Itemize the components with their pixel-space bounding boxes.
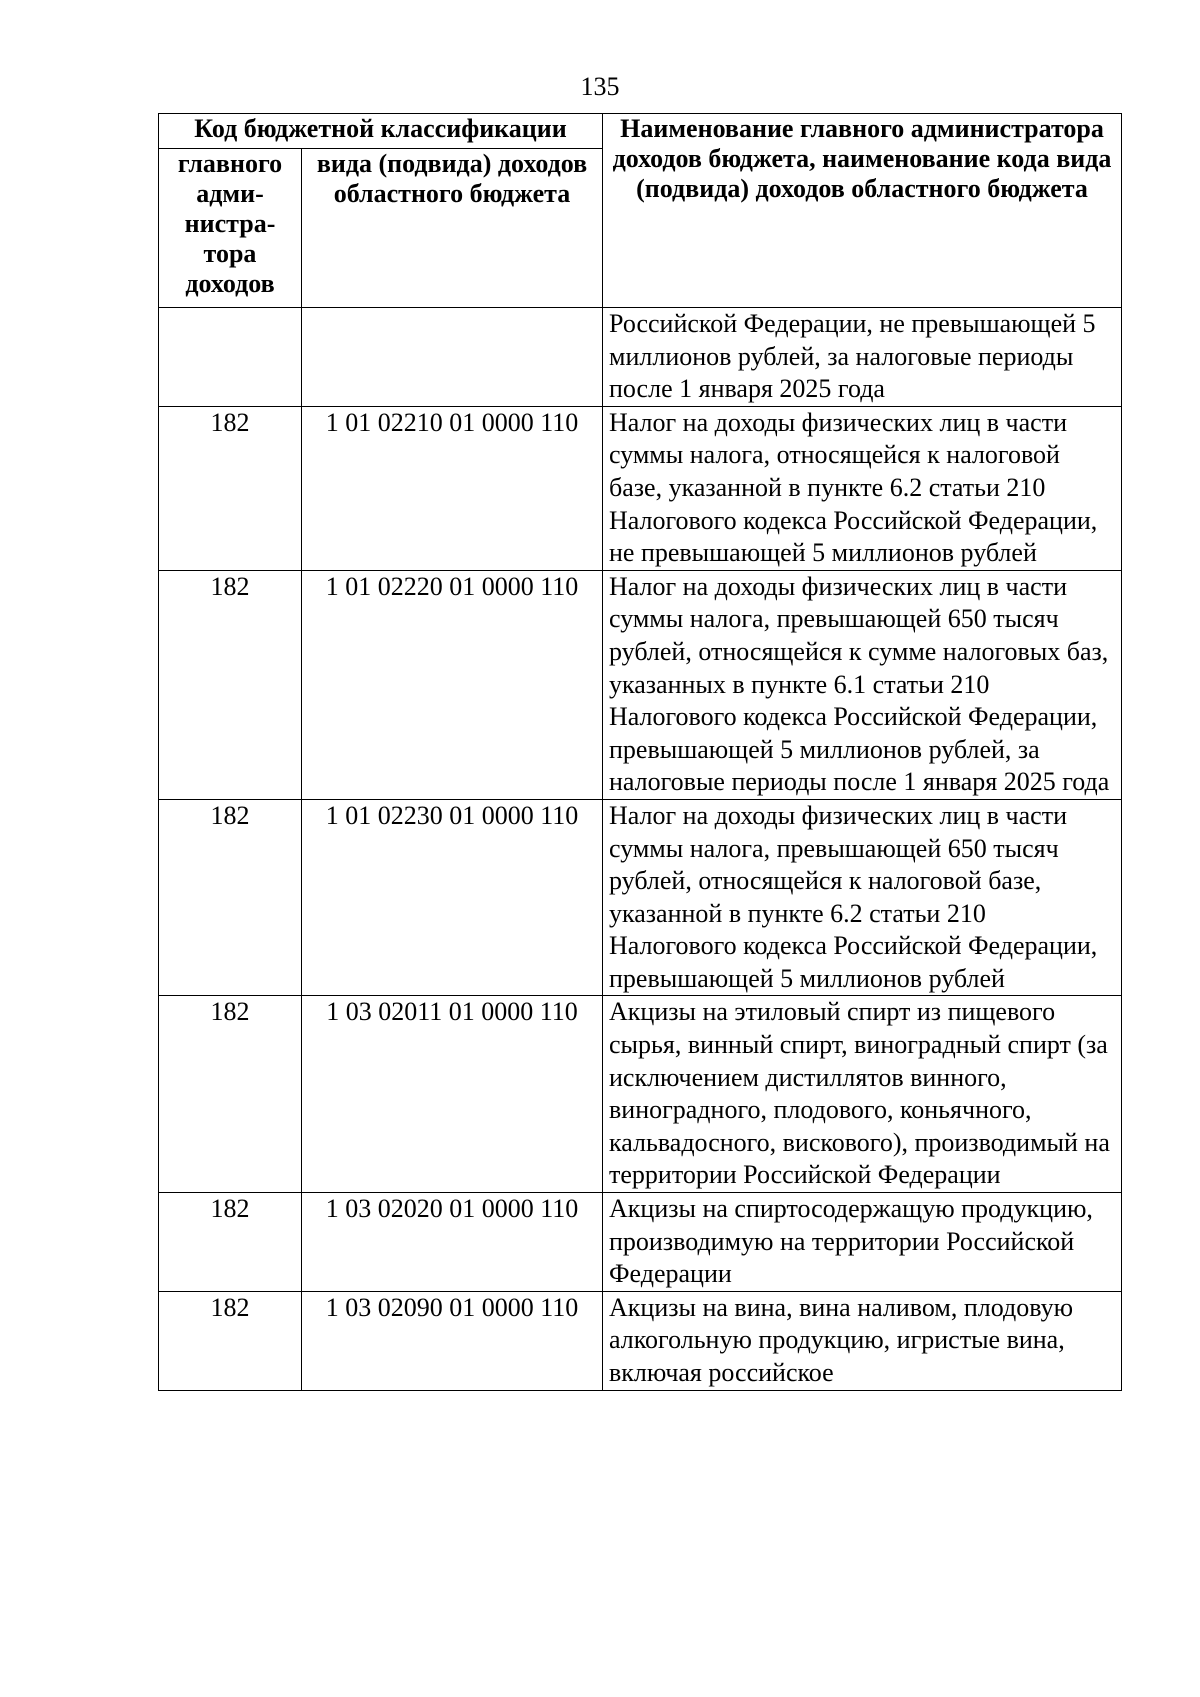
table-row xyxy=(159,1291,1122,1390)
header-name-column-label: Наименование главного администратора доходов бюджета, наименование кода вида (подвида) доходов областного бюджета xyxy=(612,114,1112,203)
income-code-cell: 1 01 02230 01 0000 110 xyxy=(302,799,603,996)
table-row xyxy=(159,799,1122,996)
header-admin-column xyxy=(159,149,302,308)
page-number: 135 xyxy=(580,72,620,101)
admin-code-cell: 182 xyxy=(159,1193,302,1292)
admin-code-cell: 182 xyxy=(159,406,302,570)
table-row xyxy=(159,1193,1122,1292)
income-name-cell: Налог на доходы физических лиц в части суммы налога, относящейся к налоговой базе, указанной в пункте 6.2 статьи 210 Налогового кодекса Российской Федерации, не превышающей 5 миллионов рублей xyxy=(603,406,1122,570)
income-name-cell: Налог на доходы физических лиц в части суммы налога, превышающей 650 тысяч рублей, относящейся к налоговой базе, указанной в пункте 6.2 статьи 210 Налогового кодекса Российской Федерации, превышающей 5 миллионов рублей xyxy=(603,799,1122,996)
income-name-cell: Российской Федерации, не превышающей 5 миллионов рублей, за налоговые периоды после 1 января 2025 года xyxy=(603,308,1122,407)
admin-code-cell: 182 xyxy=(159,570,302,799)
table-row xyxy=(159,406,1122,570)
table-row xyxy=(159,308,1122,407)
header-code-column xyxy=(302,149,603,308)
income-name-cell: Налог на доходы физических лиц в части суммы налога, превышающей 650 тысяч рублей, относящейся к сумме налоговых баз, указанных в пункте 6.1 статьи 210 Налогового кодекса Российской Федерации, превышающей 5 миллионов рублей, за налоговые периоды после 1 января 2025 года xyxy=(603,570,1122,799)
header-budget-classification-code: Код бюджетной классификации xyxy=(159,114,603,149)
header-code-column-label: вида (подвида) доходов областного бюджета xyxy=(316,149,588,208)
income-code-cell: 1 01 02220 01 0000 110 xyxy=(302,570,603,799)
income-code-cell xyxy=(302,308,603,407)
income-code-cell: 1 01 02210 01 0000 110 xyxy=(302,406,603,570)
income-code-cell: 1 03 02020 01 0000 110 xyxy=(302,1193,603,1292)
admin-code-cell: 182 xyxy=(159,1291,302,1390)
income-name-cell: Акцизы на вина, вина наливом, плодовую алкогольную продукцию, игристые вина, включая российское xyxy=(603,1291,1122,1390)
income-code-cell: 1 03 02011 01 0000 110 xyxy=(302,996,603,1193)
budget-classification-table xyxy=(158,113,1122,1391)
income-name-cell: Акцизы на спиртосодержащую продукцию, производимую на территории Российской Федерации xyxy=(603,1193,1122,1292)
table-header-row-group xyxy=(159,114,1122,149)
header-admin-column-label: главного адми-нистра-тора доходов xyxy=(177,149,283,298)
table-row xyxy=(159,570,1122,799)
admin-code-cell: 182 xyxy=(159,799,302,996)
header-name-column xyxy=(603,114,1122,308)
income-name-cell: Акцизы на этиловый спирт из пищевого сырья, винный спирт, виноградный спирт (за исключением дистиллятов винного, виноградного, плодового, коньячного, кальвадосного, вискового), производимый на территории Российской Федерации xyxy=(603,996,1122,1193)
admin-code-cell: 182 xyxy=(159,996,302,1193)
admin-code-cell xyxy=(159,308,302,407)
table-row xyxy=(159,996,1122,1193)
income-code-cell: 1 03 02090 01 0000 110 xyxy=(302,1291,603,1390)
